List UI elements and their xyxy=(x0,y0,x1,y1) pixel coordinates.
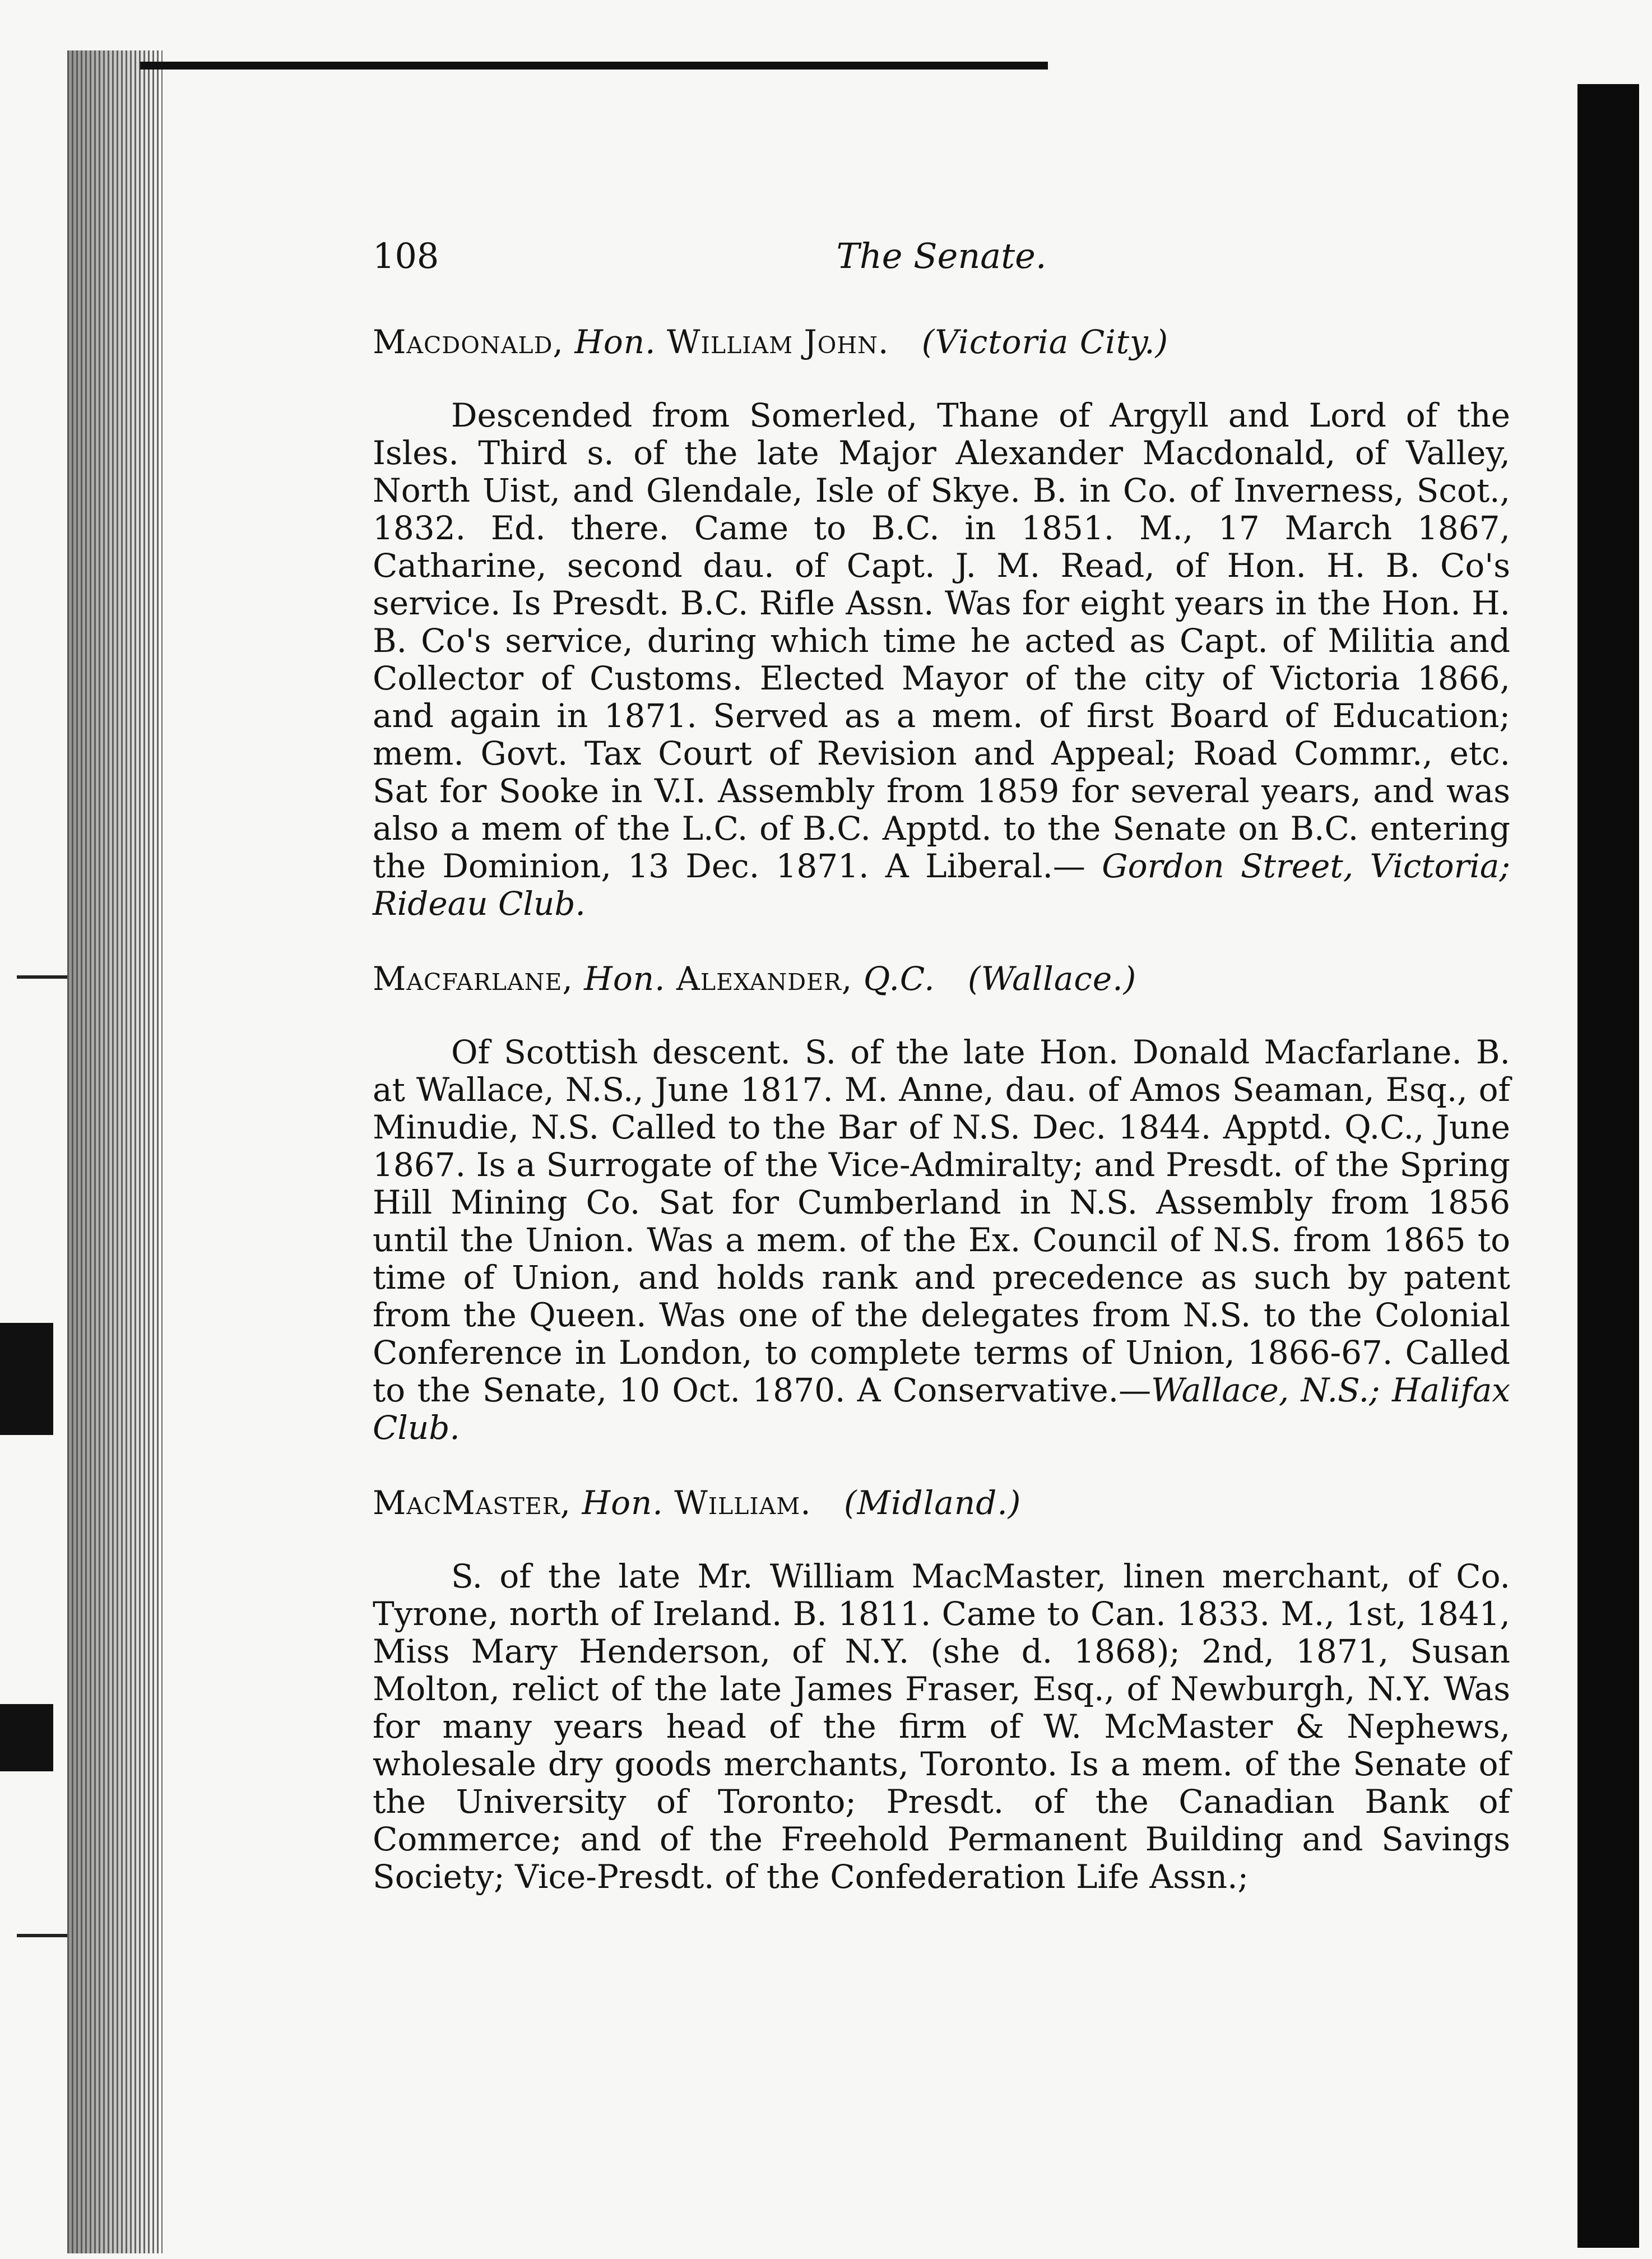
scan-binding-mark xyxy=(0,1323,53,1435)
running-title: The Senate. xyxy=(836,235,1047,276)
entry-address: Gordon Street, Victoria; Rideau Club. xyxy=(373,847,1510,923)
biography-entry xyxy=(373,320,1510,923)
scan-top-rule xyxy=(140,62,1048,70)
scan-edge-tick xyxy=(17,1934,67,1937)
page-number: 108 xyxy=(373,235,439,276)
entry-given-names: Alexander, xyxy=(676,960,853,998)
entry-division: (Midland.) xyxy=(844,1484,1022,1522)
entry-division: (Wallace.) xyxy=(967,960,1137,998)
entry-surname: Macfarlane, xyxy=(373,960,573,998)
scan-right-edge xyxy=(1577,84,1639,2248)
entry-heading xyxy=(373,956,1510,1001)
biography-entry xyxy=(373,1480,1510,1896)
entry-heading xyxy=(373,1480,1510,1525)
entry-address: Wallace, N.S.; Halifax Club. xyxy=(373,1371,1510,1447)
entry-given-names: William John. xyxy=(667,323,889,361)
entry-division: (Victoria City.) xyxy=(921,323,1169,361)
entry-heading xyxy=(373,320,1510,364)
biography-entry xyxy=(373,956,1510,1447)
scan-edge-tick xyxy=(17,975,67,979)
entry-given-names: William. xyxy=(674,1484,811,1522)
entry-body xyxy=(373,1558,1510,1896)
entry-body xyxy=(373,1034,1510,1447)
scan-binding-mark xyxy=(0,1704,53,1771)
entry-text: Descended from Somerled, Thane of Argyll and Lord of the Isles. Third s. of the late Major Alexander Macdonald, of Valley, North Uist, and Glendale, Isle of Skye. B. in Co. of Inverness, Scot., 1832. Ed. there. Came to B.C. in 1851. M., 17 March 1867, Catharine, second dau. of Capt. J. M. Read, of Hon. H. B. Co's service. Is Presdt. B.C. Rifle Assn. Was for eight years in the Hon. H. B. Co's service, during which time he acted as Capt. of Militia and Collector of Customs. Elected Mayor of the city of Victoria 1866, and again in 1871. Served as a mem. of first Board of Education; mem. Govt. Tax Court of Revision and Appeal; Road Commr., etc. Sat for Sooke in V.I. Assembly from 1859 for several years, and was also a mem of the L.C. of B.C. Apptd. to the Senate on B.C. entering the Dominion, 13 Dec. 1871. A Liberal.— xyxy=(373,396,1510,885)
entry-body xyxy=(373,397,1510,923)
entry-title: Q.C. xyxy=(863,960,935,998)
entry-honorific: Hon. xyxy=(584,960,666,998)
book-page xyxy=(373,235,1510,1896)
entry-surname: Macdonald, xyxy=(373,323,564,361)
scan-binding-shadow xyxy=(67,50,163,2253)
entry-text: Of Scottish descent. S. of the late Hon. Donald Macfarlane. B. at Wallace, N.S., June 1817. M. Anne, dau. of Amos Seaman, Esq., of Minudie, N.S. Called to the Bar of N.S. Dec. 1844. Apptd. Q.C., June 1867. Is a Surrogate of the Vice-Admiralty; and Presdt. of the Spring Hill Mining Co. Sat for Cumberland in N.S. Assembly from 1856 until the Union. Was a mem. of the Ex. Council of N.S. from 1865 to time of Union, and holds rank and precedence as such by patent from the Queen. Was one of the delegates from N.S. to the Colonial Conference in London, to complete terms of Union, 1866-67. Called to the Senate, 10 Oct. 1870. A Conservative.— xyxy=(373,1033,1510,1409)
entry-surname: MacMaster, xyxy=(373,1484,572,1522)
entry-text: S. of the late Mr. William MacMaster, linen merchant, of Co. Tyrone, north of Ireland. B. 1811. Came to Can. 1833. M., 1st, 1841, Miss Mary Henderson, of N.Y. (she d. 1868); 2nd, 1871, Susan Molton, relict of the late James Fraser, Esq., of Newburgh, N.Y. Was for many years head of the firm of W. McMaster & Nephews, wholesale dry goods merchants, Toronto. Is a mem. of the Senate of the University of Toronto; Presdt. of the Canadian Bank of Commerce; and of the Freehold Permanent Building and Savings Society; Vice-Presdt. of the Confederation Life Assn.; xyxy=(373,1557,1510,1896)
entry-honorific: Hon. xyxy=(582,1484,663,1522)
entry-honorific: Hon. xyxy=(574,323,656,361)
running-head xyxy=(373,235,1510,286)
